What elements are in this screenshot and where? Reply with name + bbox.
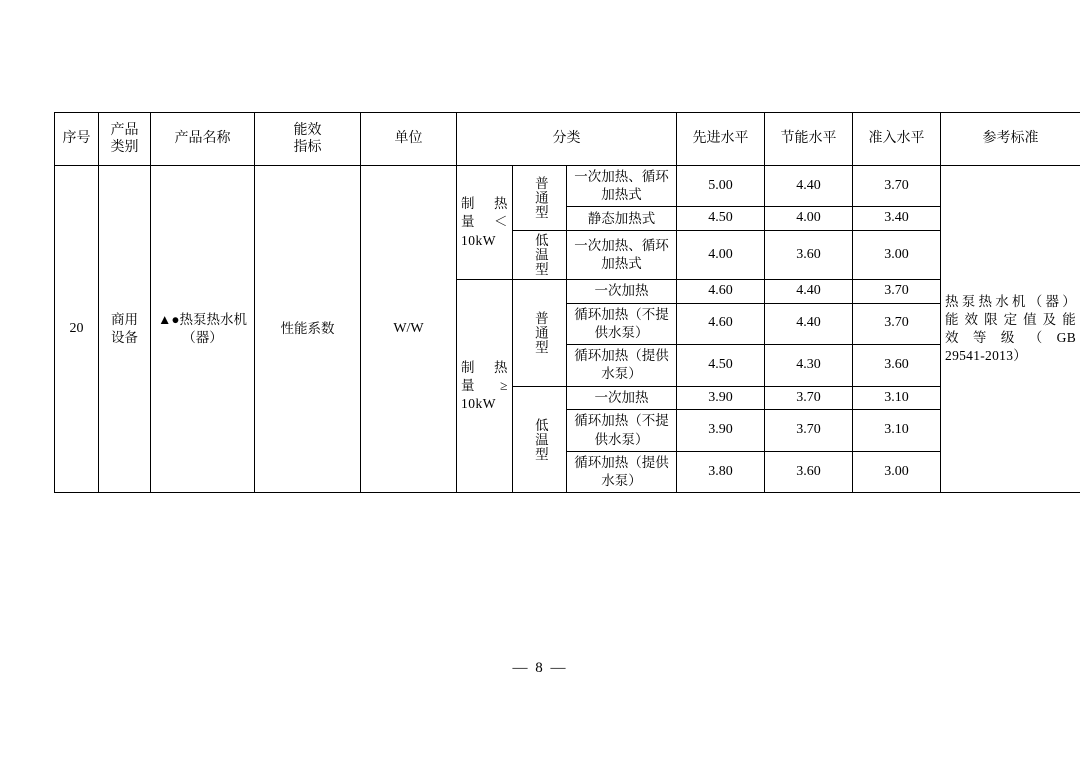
cell-saving: 4.40 (765, 166, 853, 207)
reference-line-4: 29541-2013） (945, 348, 1028, 364)
cell-saving: 4.40 (765, 303, 853, 344)
cell-entry: 3.00 (853, 451, 941, 492)
reference-line-3: 效 等 级 （ GB (945, 330, 1077, 346)
header-category-line1: 产品 (110, 122, 139, 138)
subtype-label: 普通型 (532, 176, 548, 220)
cell-entry: 3.10 (853, 410, 941, 451)
cell-subtype-1-0 (513, 279, 567, 386)
cell-mode: 一次加热、循环加热式 (567, 231, 677, 280)
header-unit: 单位 (361, 113, 457, 166)
cell-advanced: 3.80 (677, 451, 765, 492)
cell-advanced: 4.60 (677, 303, 765, 344)
cell-saving: 4.40 (765, 279, 853, 303)
cell-category-line1: 商用 (111, 311, 138, 327)
cell-saving: 3.70 (765, 386, 853, 410)
cell-subtype-0-0 (513, 166, 567, 231)
cell-mode: 一次加热 (567, 386, 677, 410)
energy-efficiency-table-container (54, 112, 1077, 493)
header-efficiency-index (255, 113, 361, 166)
cell-subtype-1-1 (513, 386, 567, 493)
energy-efficiency-table (54, 112, 1080, 493)
header-classification: 分类 (457, 113, 677, 166)
cell-advanced: 4.00 (677, 231, 765, 280)
cell-mode: 一次加热 (567, 279, 677, 303)
cell-advanced: 5.00 (677, 166, 765, 207)
cell-advanced: 3.90 (677, 410, 765, 451)
capacity-line-3: 10kW (461, 232, 496, 248)
cell-mode: 静态加热式 (567, 207, 677, 231)
cell-reference-standard (941, 166, 1080, 493)
cell-capacity-group-1 (457, 279, 513, 493)
header-product-name: 产品名称 (151, 113, 255, 166)
cell-entry: 3.40 (853, 207, 941, 231)
cell-saving: 3.70 (765, 410, 853, 451)
cell-efficiency-index: 性能系数 (255, 166, 361, 493)
cell-saving: 4.30 (765, 345, 853, 386)
cell-saving: 3.60 (765, 451, 853, 492)
cell-mode: 循环加热（不提供水泵） (567, 303, 677, 344)
cell-capacity-group-0 (457, 166, 513, 280)
header-saving-level: 节能水平 (765, 113, 853, 166)
cell-mode: 循环加热（不提供水泵） (567, 410, 677, 451)
cell-category (99, 166, 151, 493)
header-entry-level: 准入水平 (853, 113, 941, 166)
reference-line-2: 能效限定值及能 (945, 311, 1077, 327)
reference-line-1: 热泵热水机（器） (945, 293, 1077, 309)
capacity-line-2: 量 ＜ (461, 214, 508, 230)
header-advanced-level: 先进水平 (677, 113, 765, 166)
cell-entry: 3.00 (853, 231, 941, 280)
cell-entry: 3.70 (853, 303, 941, 344)
cell-entry: 3.70 (853, 279, 941, 303)
capacity-line-1: 制 热 (461, 359, 508, 375)
cell-advanced: 4.50 (677, 345, 765, 386)
cell-mode: 循环加热（提供水泵） (567, 345, 677, 386)
capacity-line-3: 10kW (461, 396, 496, 412)
cell-entry: 3.70 (853, 166, 941, 207)
header-seq: 序号 (55, 113, 99, 166)
subtype-label: 普通型 (532, 310, 548, 355)
cell-mode: 一次加热、循环加热式 (567, 166, 677, 207)
page-number: — 8 — (512, 660, 568, 676)
header-category (99, 113, 151, 166)
cell-seq: 20 (55, 166, 99, 493)
cell-mode: 循环加热（提供水泵） (567, 451, 677, 492)
table-header-row (55, 113, 1080, 166)
cell-advanced: 4.50 (677, 207, 765, 231)
subtype-label: 低温型 (532, 233, 548, 277)
cell-unit: W/W (361, 166, 457, 493)
subtype-label: 低温型 (532, 417, 548, 462)
capacity-line-2: 量 ≥ (461, 377, 508, 393)
capacity-line-1: 制 热 (461, 196, 508, 212)
cell-entry: 3.10 (853, 386, 941, 410)
cell-advanced: 3.90 (677, 386, 765, 410)
header-index-line1: 能效 (293, 122, 322, 138)
cell-saving: 3.60 (765, 231, 853, 280)
cell-saving: 4.00 (765, 207, 853, 231)
header-reference-standard: 参考标准 (941, 113, 1080, 166)
cell-product-name: ▲●热泵热水机（器） (151, 166, 255, 493)
cell-subtype-0-1 (513, 231, 567, 280)
header-index-line2: 指标 (293, 140, 322, 155)
cell-category-line2: 设备 (111, 330, 138, 346)
cell-advanced: 4.60 (677, 279, 765, 303)
cell-entry: 3.60 (853, 345, 941, 386)
table-row (55, 166, 1080, 207)
header-category-line2: 类别 (110, 140, 139, 155)
